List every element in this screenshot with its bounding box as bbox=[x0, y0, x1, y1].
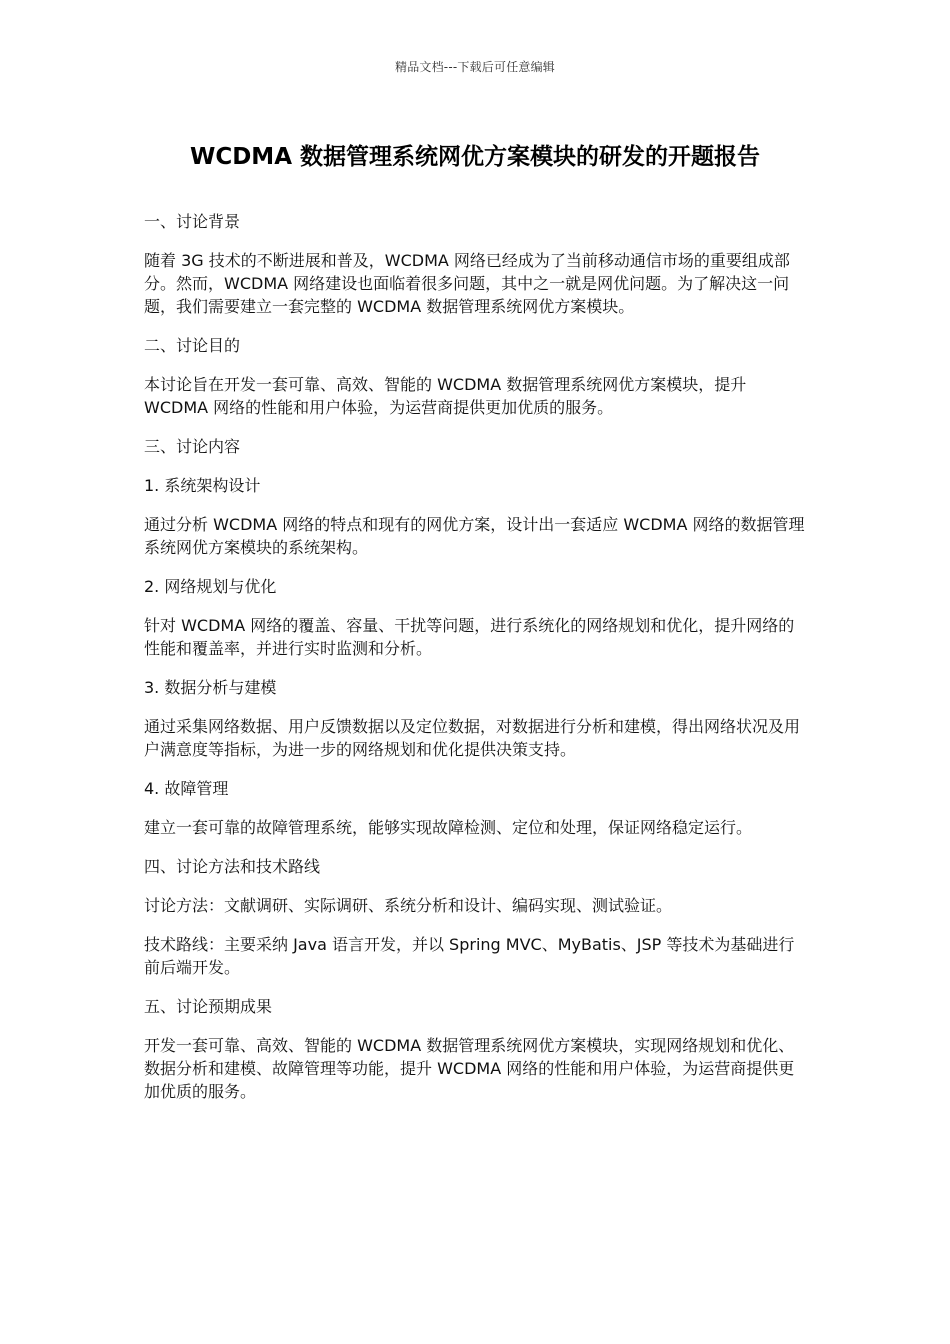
subheading-fault-management: 4. 故障管理 bbox=[144, 779, 229, 798]
section-heading-purpose: 二、讨论目的 bbox=[144, 336, 241, 355]
document-title: WCDMA 数据管理系统网优方案模块的研发的开题报告 bbox=[189, 144, 761, 170]
section-heading-background: 一、讨论背景 bbox=[144, 212, 241, 231]
section-heading-content: 三、讨论内容 bbox=[144, 437, 241, 456]
paragraph-background: 随着 3G 技术的不断进展和普及，WCDMA 网络已经成为了当前移动通信市场的重要组成部分。然而，WCDMA 网络建设也面临着很多问题，其中之一就是网优问题。为了解决这一问题，我们需要建立一套完整的 WCDMA 数据管理系统网优方案模块。 bbox=[144, 251, 790, 316]
document-body bbox=[144, 210, 806, 1119]
subheading-architecture: 1. 系统架构设计 bbox=[144, 476, 261, 495]
subheading-data-analysis: 3. 数据分析与建模 bbox=[144, 678, 277, 697]
paragraph-fault-management: 建立一套可靠的故障管理系统，能够实现故障检测、定位和处理，保证网络稳定运行。 bbox=[144, 818, 753, 837]
paragraph-expected-results: 开发一套可靠、高效、智能的 WCDMA 数据管理系统网优方案模块，实现网络规划和优化、数据分析和建模、故障管理等功能，提升 WCDMA 网络的性能和用户体验，为运营商提供更加优质的服务。 bbox=[144, 1036, 795, 1101]
subheading-network-planning: 2. 网络规划与优化 bbox=[144, 577, 277, 596]
paragraph-network-planning: 针对 WCDMA 网络的覆盖、容量、干扰等问题，进行系统化的网络规划和优化，提升网络的性能和覆盖率，并进行实时监测和分析。 bbox=[144, 616, 795, 658]
paragraph-architecture: 通过分析 WCDMA 网络的特点和现有的网优方案，设计出一套适应 WCDMA 网络的数据管理系统网优方案模块的系统架构。 bbox=[144, 515, 805, 557]
section-heading-expected-results: 五、讨论预期成果 bbox=[144, 997, 273, 1016]
header-note: 精品文档---下载后可任意编辑 bbox=[395, 60, 555, 74]
paragraph-tech-route: 技术路线：主要采纳 Java 语言开发，并以 Spring MVC、MyBatis、JSP 等技术为基础进行前后端开发。 bbox=[144, 935, 795, 977]
paragraph-purpose: 本讨论旨在开发一套可靠、高效、智能的 WCDMA 数据管理系统网优方案模块，提升 WCDMA 网络的性能和用户体验，为运营商提供更加优质的服务。 bbox=[144, 375, 747, 417]
paragraph-data-analysis: 通过采集网络数据、用户反馈数据以及定位数据，对数据进行分析和建模，得出网络状况及用户满意度等指标，为进一步的网络规划和优化提供决策支持。 bbox=[144, 717, 801, 759]
paragraph-methods: 讨论方法：文献调研、实际调研、系统分析和设计、编码实现、测试验证。 bbox=[144, 896, 673, 915]
section-heading-methods: 四、讨论方法和技术路线 bbox=[144, 857, 321, 876]
